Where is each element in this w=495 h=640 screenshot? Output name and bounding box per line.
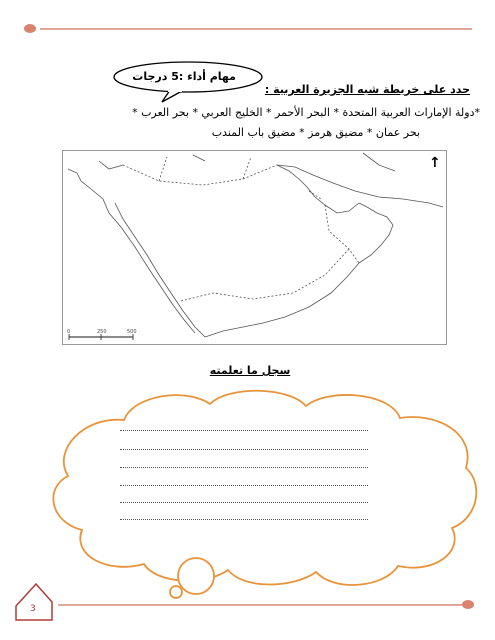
north-arrow-icon: ↑ xyxy=(429,155,441,171)
map-instruction: حدد على خريطة شبه الجزيرة العربية : xyxy=(264,83,470,96)
writing-line-4[interactable] xyxy=(120,485,368,486)
record-heading: سجل ما تعلمته xyxy=(209,364,291,377)
arabian-peninsula-map xyxy=(62,150,447,345)
locate-items-line-2: بحر عمان * مضيق هرمز * مضيق باب المندب xyxy=(211,126,420,139)
writing-line-2[interactable] xyxy=(120,449,368,450)
page-number-marker xyxy=(12,580,56,624)
bottom-rule xyxy=(58,604,462,606)
writing-line-5[interactable] xyxy=(120,502,368,503)
scale-label-0: 0 xyxy=(67,329,71,335)
map-outline xyxy=(63,151,446,344)
writing-line-6[interactable] xyxy=(120,519,368,520)
bottom-rule-dot xyxy=(462,600,474,609)
task-badge-text: مهام أداء :5 درجات xyxy=(132,70,236,83)
scale-label-500: 500 xyxy=(127,329,137,335)
page-number: 3 xyxy=(30,604,36,614)
writing-line-1[interactable] xyxy=(120,430,368,431)
top-rule xyxy=(40,28,472,30)
writing-line-3[interactable] xyxy=(120,467,368,468)
thought-cloud xyxy=(38,388,478,604)
top-rule-dot xyxy=(24,24,36,33)
scale-label-250: 250 xyxy=(97,329,107,335)
locate-items-line-1: *دولة الإمارات العربية المتحدة * البحر الأحمر * الخليج العربي * بحر العرب * xyxy=(132,106,480,119)
